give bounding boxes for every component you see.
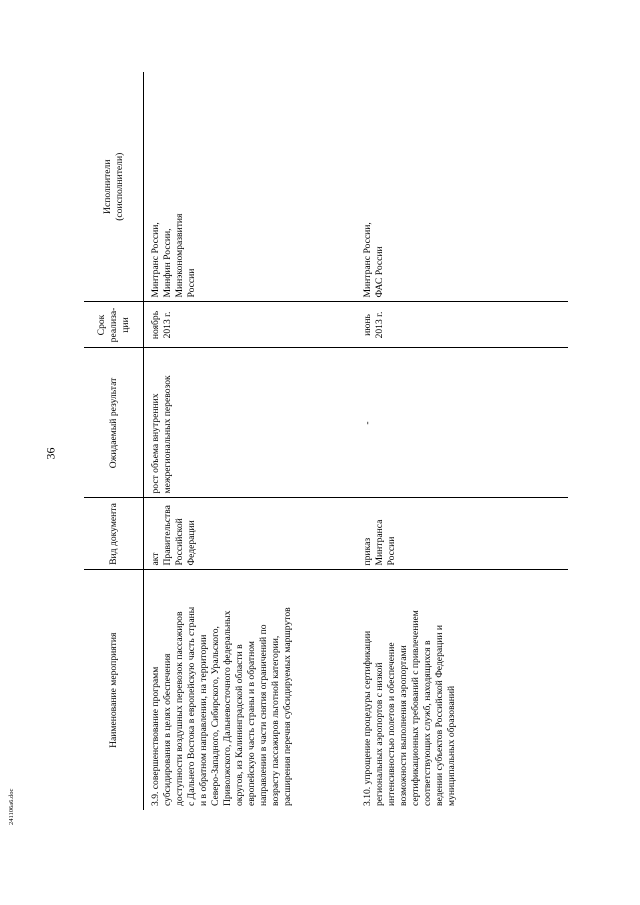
header-executors: Исполнители (соисполнители) [84,72,144,302]
table-header-row [84,72,144,810]
measure-name-cell: 3.10. упрощение процедуры сертификации региональных аэропортов с низкой интенсивностью полетов и обеспечение возможности выполнения аэропортами сертификационных требований с привлечением соответствующих служб, находящихся в ведении субъектов Российской Федерации и муниципальных образований [362,610,457,806]
term-cell: июнь 2013 г. [356,302,568,348]
executors-cell: Минтранс России, ФАС России [356,72,568,302]
measures-table-container [84,72,554,810]
header-expected-result: Ожидаемый результат [84,348,144,498]
executors-cell: Минтранс России, Минфин России, Минэкономразвития России [144,72,357,302]
page-number: 36 [43,447,58,460]
expected-result-cell: рост объема внутренних межрегиональных перевозок [144,348,357,498]
measure-name-cell: 3.9. совершенствование программ субсидирования в целях обеспечения доступности воздушных перевозок пассажиров с Дальнего Востока в европейскую часть страны и в обратном направлении, на территории Северо-Западного, Сибирского, Уральского, Приволжского, Дальневосточного федеральных округов, из Калининградской области в европейскую часть страны и в обратном направлении в части снятия ограничений по возрасту пассажиров льготной категории, расширения перечня субсидируемых маршрутов [150,606,293,806]
term-cell: ноябрь 2013 г. [144,302,357,348]
table-row [144,72,357,810]
document-type-cell: приказ Минтранса России [356,498,568,570]
document-type-cell: акт Правительства Российской Федерации [144,498,357,570]
table-row [356,72,568,810]
header-document-type: Вид документа [84,498,144,570]
expected-result-cell: - [356,348,568,498]
measures-table [84,72,568,810]
header-measure-name: Наименование мероприятия [84,570,144,810]
document-id: 241106a6.doc [8,788,15,825]
header-term: Срок реализа- ции [84,302,144,348]
